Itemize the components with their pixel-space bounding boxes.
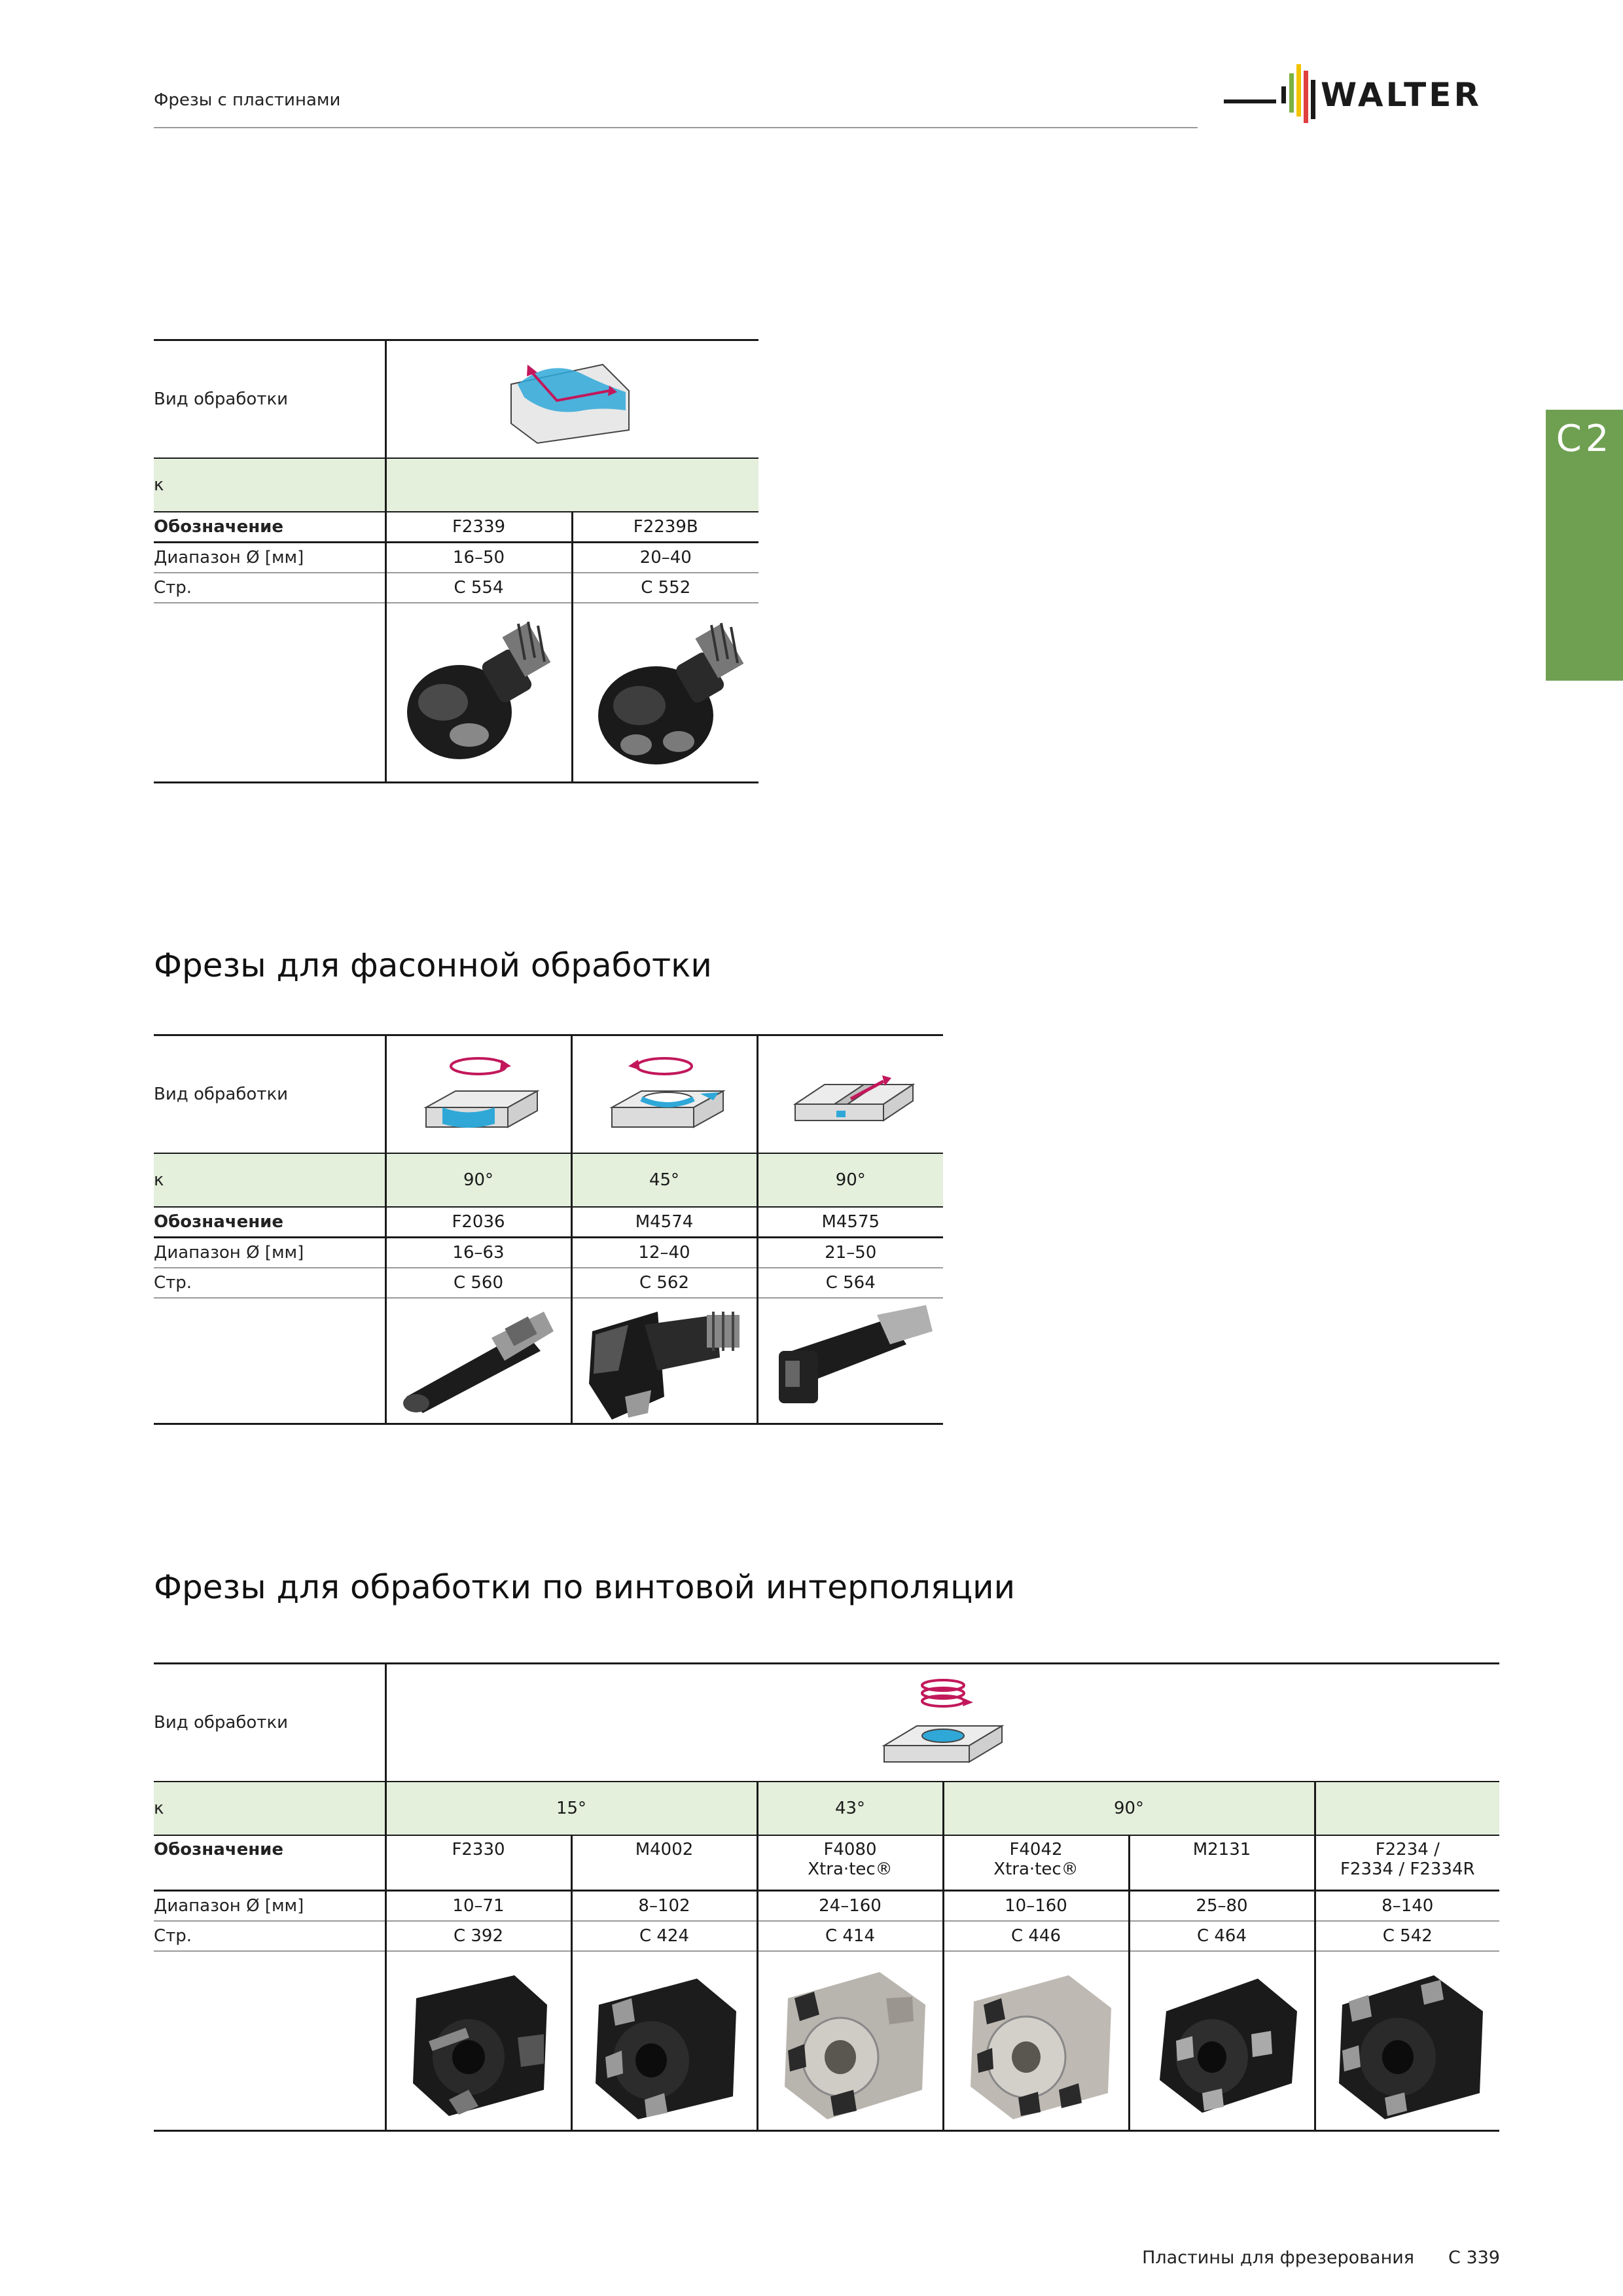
shell-mill-image	[582, 1959, 746, 2123]
row-page	[154, 1268, 943, 1298]
row-designation	[154, 1207, 943, 1238]
footer-page-number: C 339	[1448, 2248, 1500, 2268]
tool-image-cell	[1315, 1951, 1499, 2131]
designation-cell	[943, 1835, 1129, 1891]
designation-cell: M4575	[757, 1207, 943, 1238]
tool-image-cell	[385, 1951, 571, 2131]
designation-label: Обозначение	[154, 1207, 385, 1238]
row-designation	[154, 512, 758, 543]
chamfer-milling-icon	[602, 1045, 726, 1143]
designation-cell: F2339	[385, 512, 572, 543]
operation-icon-cell	[385, 1035, 571, 1154]
shell-mill-image	[1140, 1959, 1304, 2123]
kappa-label: κ	[154, 1153, 385, 1207]
profile-milling-icon	[505, 345, 635, 450]
row-page	[154, 1921, 1499, 1951]
page-cell: С 446	[943, 1921, 1129, 1951]
page-cell: С 552	[572, 573, 758, 603]
images-empty	[154, 603, 385, 783]
tool-image-cell	[571, 1951, 757, 2131]
kappa-cell: 15°	[385, 1782, 757, 1835]
row-range	[154, 1238, 943, 1268]
designation-line: M2131	[1192, 1840, 1251, 1859]
page-cell: С 392	[385, 1921, 571, 1951]
designation-line: F4080	[823, 1840, 877, 1859]
designation-line: F4042	[1009, 1840, 1063, 1859]
operation-icon-cell	[385, 340, 758, 459]
page-label: Стр.	[154, 1921, 385, 1951]
range-cell: 24–160	[757, 1891, 943, 1922]
operation-icon-cell	[571, 1035, 757, 1154]
groove-milling-icon	[416, 1045, 541, 1143]
row-kappa	[154, 1782, 1499, 1835]
tool-image-cell	[385, 1298, 571, 1424]
range-cell: 10–160	[943, 1891, 1129, 1922]
page-cell: С 424	[571, 1921, 757, 1951]
row-operation	[154, 1035, 943, 1154]
ball-nose-cutter-image	[397, 614, 561, 771]
row-range	[154, 543, 758, 573]
range-label: Диапазон Ø [мм]	[154, 1238, 385, 1268]
designation-cell	[757, 1835, 943, 1891]
kappa-cell: 90°	[757, 1153, 943, 1207]
operation-label: Вид обработки	[154, 340, 385, 459]
range-cell: 10–71	[385, 1891, 571, 1922]
designation-label: Обозначение	[154, 512, 385, 543]
section-title-helical-milling: Фрезы для обработки по винтовой интерполяции	[154, 1568, 1016, 1606]
designation-label: Обозначение	[154, 1835, 385, 1891]
section-tab-label: C2	[1556, 418, 1613, 460]
tool-image-cell	[943, 1951, 1129, 2131]
tool-image-cell	[385, 603, 572, 783]
kappa-cell	[1315, 1782, 1499, 1835]
tool-image-cell	[757, 1951, 943, 2131]
tool-image-cell	[571, 1298, 757, 1424]
tool-image-cell	[757, 1298, 943, 1424]
row-designation	[154, 1835, 1499, 1891]
range-label: Диапазон Ø [мм]	[154, 543, 385, 573]
helical-interpolation-icon	[878, 1674, 1008, 1772]
table-ball-nose	[154, 339, 758, 783]
designation-line-2: F2334 / F2334R	[1340, 1859, 1475, 1879]
section-tab	[1546, 410, 1623, 681]
operation-icon-cell	[757, 1035, 943, 1154]
shell-mill-image	[954, 1959, 1118, 2123]
chamfer-cutter-image	[579, 1299, 749, 1423]
row-images	[154, 1951, 1499, 2131]
walter-logo	[1224, 60, 1499, 132]
t-slot-cutter-image	[393, 1305, 563, 1416]
range-cell: 8–102	[571, 1891, 757, 1922]
row-operation	[154, 340, 758, 459]
table-form-milling	[154, 1034, 943, 1425]
table-helical-milling	[154, 1662, 1499, 2132]
designation-cell	[1315, 1835, 1499, 1891]
images-empty	[154, 1951, 385, 2131]
ball-nose-cutter-image	[584, 614, 747, 771]
shell-mill-image	[768, 1959, 932, 2123]
row-images	[154, 603, 758, 783]
kappa-label: κ	[154, 458, 385, 512]
kappa-cell: 90°	[385, 1153, 571, 1207]
designation-cell	[385, 1835, 571, 1891]
row-page	[154, 573, 758, 603]
section-title-form-milling: Фрезы для фасонной обработки	[154, 946, 712, 984]
page-cell: С 560	[385, 1268, 571, 1298]
range-cell: 25–80	[1129, 1891, 1315, 1922]
designation-cell	[571, 1835, 757, 1891]
brand-text: WALTER	[1321, 76, 1482, 114]
t-slot-milling-icon	[785, 1045, 916, 1143]
tool-image-cell	[572, 603, 758, 783]
designation-line: F2330	[452, 1840, 505, 1859]
operation-label: Вид обработки	[154, 1035, 385, 1154]
page-cell: С 554	[385, 573, 572, 603]
images-empty	[154, 1298, 385, 1424]
page-label: Стр.	[154, 1268, 385, 1298]
operation-label: Вид обработки	[154, 1664, 385, 1782]
t-slot-cutter-image	[766, 1305, 936, 1416]
page-cell: С 464	[1129, 1921, 1315, 1951]
kappa-cell: 90°	[943, 1782, 1315, 1835]
kappa-cell: 43°	[757, 1782, 943, 1835]
shell-mill-image	[397, 1959, 560, 2123]
range-cell: 16–50	[385, 543, 572, 573]
designation-line: M4002	[635, 1840, 694, 1859]
tool-image-cell	[1129, 1951, 1315, 2131]
footer-text: Пластины для фрезерования	[1142, 2248, 1415, 2268]
range-cell: 20–40	[572, 543, 758, 573]
header-rule	[154, 127, 1198, 128]
row-range	[154, 1891, 1499, 1922]
designation-cell: F2036	[385, 1207, 571, 1238]
designation-line-2: Xtra·tec®	[993, 1859, 1079, 1879]
range-cell: 12–40	[571, 1238, 757, 1268]
range-cell: 16–63	[385, 1238, 571, 1268]
row-operation	[154, 1664, 1499, 1782]
shell-mill-image	[1326, 1959, 1489, 2123]
row-images	[154, 1298, 943, 1424]
designation-cell	[1129, 1835, 1315, 1891]
kappa-label: κ	[154, 1782, 385, 1835]
designation-line-2: Xtra·tec®	[808, 1859, 893, 1879]
header-title: Фрезы с пластинами	[154, 90, 341, 110]
page-cell: С 414	[757, 1921, 943, 1951]
page-label: Стр.	[154, 573, 385, 603]
page-cell: С 542	[1315, 1921, 1499, 1951]
kappa-cell: 45°	[571, 1153, 757, 1207]
row-kappa	[154, 1153, 943, 1207]
kappa-empty	[385, 458, 758, 512]
footer	[1142, 2248, 1500, 2268]
designation-cell: M4574	[571, 1207, 757, 1238]
page-cell: С 564	[757, 1268, 943, 1298]
page-cell: С 562	[571, 1268, 757, 1298]
range-cell: 21–50	[757, 1238, 943, 1268]
row-kappa	[154, 458, 758, 512]
range-label: Диапазон Ø [мм]	[154, 1891, 385, 1922]
operation-icon-cell	[385, 1664, 1499, 1782]
designation-cell: F2239B	[572, 512, 758, 543]
designation-line: F2234 /	[1375, 1840, 1440, 1859]
range-cell: 8–140	[1315, 1891, 1499, 1922]
